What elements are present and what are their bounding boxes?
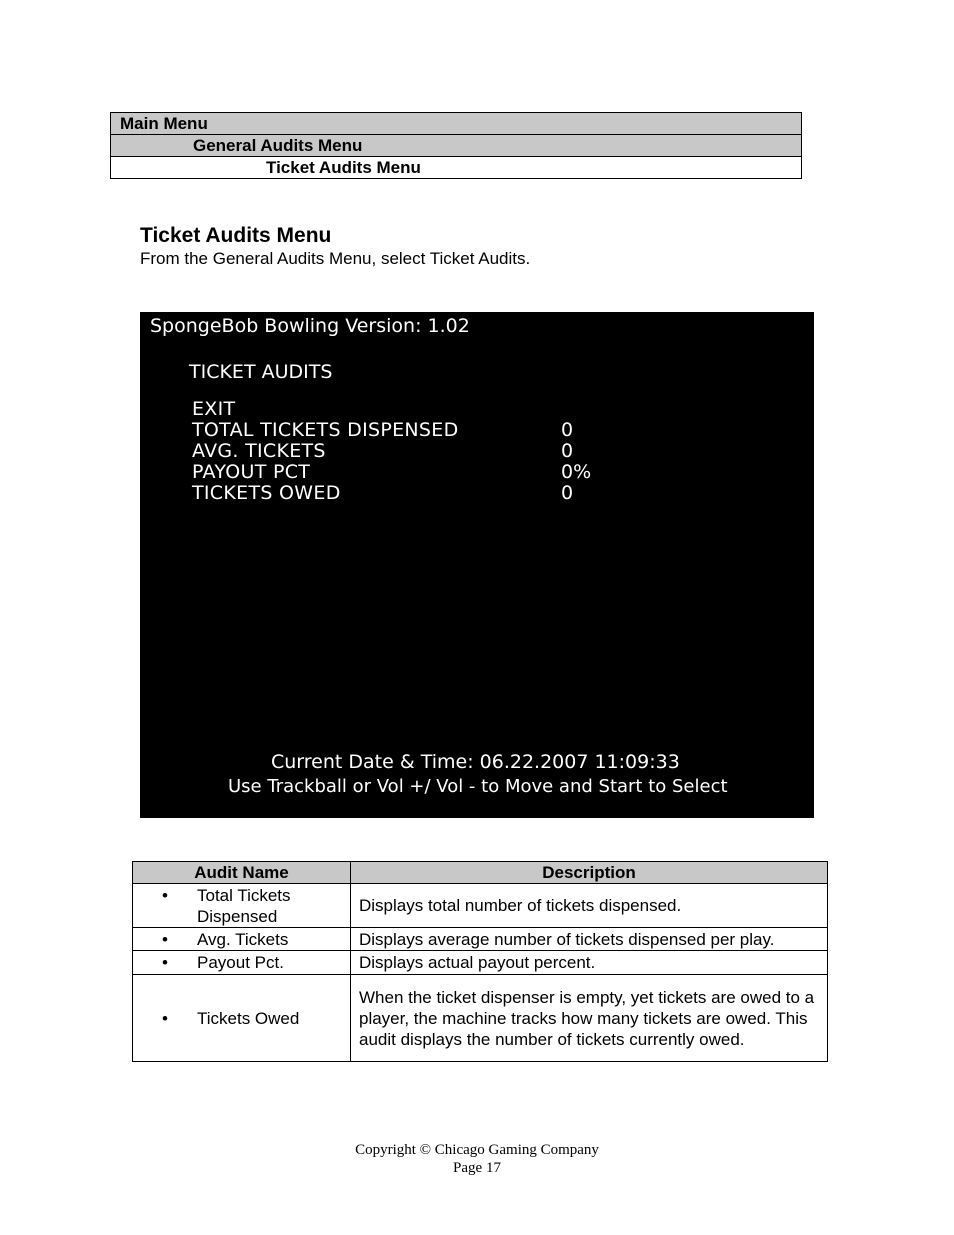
table-header-row (133, 862, 828, 884)
table-row (133, 884, 828, 928)
audits-table (132, 861, 828, 1062)
footer-copyright: Copyright © Chicago Gaming Company (355, 1142, 599, 1158)
bullet-icon: • (162, 885, 168, 905)
screen-value-avg-tickets: 0 (561, 440, 574, 462)
breadcrumb-main-menu: Main Menu (111, 113, 802, 135)
header-audit-name: Audit Name (133, 862, 351, 884)
footer-page-number: Page 17 (453, 1160, 501, 1176)
screen-menu-item-payout-pct: PAYOUT PCT (192, 461, 311, 483)
screen-menu-item-tickets-owed: TICKETS OWED (192, 482, 341, 504)
breadcrumb-ticket-audits-menu: Ticket Audits Menu (111, 157, 802, 179)
bullet-icon: • (162, 1008, 168, 1028)
table-row (133, 975, 828, 1062)
breadcrumb-nav (110, 112, 802, 179)
breadcrumb-general-audits-menu: General Audits Menu (111, 135, 802, 157)
screen-menu-item-avg-tickets: AVG. TICKETS (192, 440, 326, 462)
audit-description: Displays actual payout percent. (351, 951, 828, 975)
table-row (133, 928, 828, 951)
table-row (133, 951, 828, 975)
audit-name: Payout Pct. (197, 953, 284, 972)
screen-value-total-tickets: 0 (561, 419, 574, 441)
header-description: Description (351, 862, 828, 884)
screen-help-text: Use Trackball or Vol +/ Vol - to Move and Start to Select (228, 776, 728, 797)
bullet-icon: • (162, 953, 168, 972)
audit-description: When the ticket dispenser is empty, yet tickets are owed to a player, the machine tracks how many tickets are owed. This audit displays the number of tickets currently owed. (351, 975, 828, 1062)
screen-menu-item-exit: EXIT (192, 398, 236, 420)
audit-description: Displays total number of tickets dispensed. (351, 884, 828, 928)
bullet-icon: • (162, 929, 168, 949)
screen-value-tickets-owed: 0 (561, 482, 574, 504)
audit-name: Total Tickets Dispensed (197, 885, 291, 926)
screen-heading: TICKET AUDITS (189, 361, 333, 383)
audit-name: Avg. Tickets (197, 929, 289, 949)
section-title: Ticket Audits Menu (140, 224, 332, 247)
audit-description: Displays average number of tickets dispensed per play. (351, 928, 828, 951)
screen-menu-item-total-tickets: TOTAL TICKETS DISPENSED (192, 419, 459, 441)
screen-version-text: SpongeBob Bowling Version: 1.02 (150, 315, 470, 337)
section-intro: From the General Audits Menu, select Ticket Audits. (140, 249, 531, 268)
audit-name: Tickets Owed (197, 1008, 300, 1028)
screen-datetime: Current Date & Time: 06.22.2007 11:09:33 (271, 751, 680, 773)
screen-value-payout-pct: 0% (561, 461, 592, 483)
game-screen-screenshot (140, 312, 814, 818)
